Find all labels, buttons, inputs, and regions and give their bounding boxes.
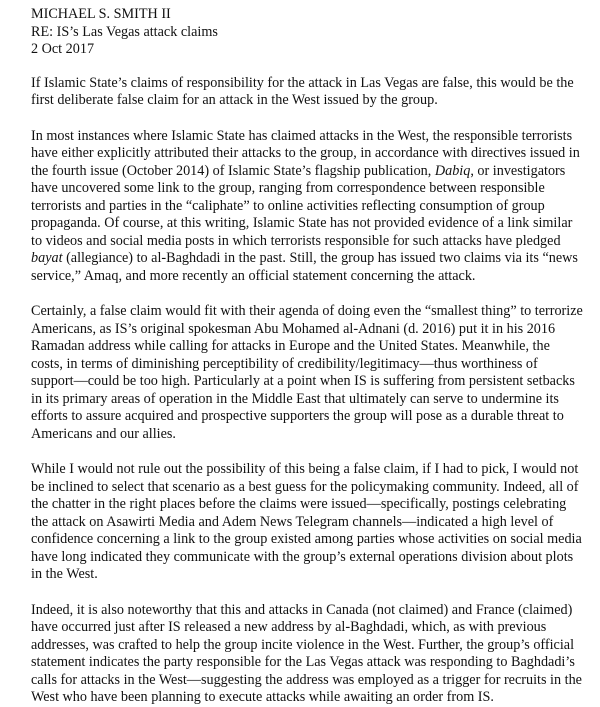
paragraph-line	[31, 250, 576, 268]
paragraph-line-part: the fourth issue (October 2014) of Islamic State’s flagship publication,	[31, 162, 435, 179]
paragraph-line: have either explicitly attributed their attacks to the group, in accordance with directives issued in	[31, 145, 580, 161]
paragraph-line: support—could be too high. Particularly at a point when IS is suffering from persistent setbacks	[31, 373, 575, 389]
paragraph-line: in the West.	[31, 566, 98, 582]
memo-date: 2 Oct 2017	[31, 41, 95, 57]
paragraph-line: in its primary areas of operation in the Middle East that ultimately can serve to undermine its	[31, 390, 559, 407]
paragraph-line: have uncovered some link to the group, ranging from correspondence between responsible	[31, 180, 545, 196]
paragraph-line: terrorists and parties in the “caliphate” to online activities reflecting consumption of group	[31, 197, 545, 214]
paragraph-line: Certainly, a false claim would fit with their agenda of doing even the “smallest thing” to terrorize	[31, 303, 583, 319]
paragraph-line: West who have been planning to execute attacks while awaiting an order from IS.	[31, 689, 494, 705]
paragraph-line: Americans and our allies.	[31, 425, 176, 442]
paragraph-line: In most instances where Islamic State has claimed attacks in the West, the responsible terrorists	[31, 127, 573, 144]
paragraph-line: to videos and social media posts in which terrorists responsible for such attacks have pledged	[31, 232, 561, 249]
memo-document	[31, 6, 583, 707]
paragraph-line: addresses, was crafted to help the group incite violence in the West. Further, the group’s official	[31, 636, 575, 653]
paragraph-line-part: , or investigators	[470, 162, 566, 179]
paragraph-line: Ramadan address while calling for attacks in Europe and the United States. Meanwhile, the	[31, 338, 550, 354]
paragraph-line: service,” Amaq, and more recently an official statement concerning the attack.	[31, 267, 476, 284]
paragraph-2	[31, 127, 580, 286]
paragraph-line: If Islamic State’s claims of responsibility for the attack in Las Vegas are false, this would be the	[31, 74, 574, 91]
paragraph-line: be inclined to select that scenario as a best guess for the policymaking community. Indeed, all of	[31, 478, 579, 495]
paragraph-line: efforts to assure acquired and prospective supporters the group will pose as a durable threat to	[31, 408, 564, 424]
memo-subject: RE: IS’s Las Vegas attack claims	[31, 23, 218, 40]
paragraph-line-part: (allegiance) to al-Baghdadi in the past. Still, the group has issued two claims via its “news	[62, 250, 578, 266]
paragraph-line: have long indicated they communicate with the group’s external operations division about plots	[31, 548, 574, 565]
paragraph-line: Indeed, it is also noteworthy that this and attacks in Canada (not claimed) and France (claimed)	[31, 601, 573, 618]
paragraph-line: calls for attacks in the West—suggesting the address was employed as a trigger for recruits in the	[31, 671, 582, 688]
paragraph-3	[31, 303, 583, 443]
paragraph-line: confidence concerning a link to the group existed among parties whose activities on social media	[31, 531, 582, 547]
paragraph-line: propaganda. Of course, at this writing, Islamic State has not provided evidence of a link similar	[31, 215, 573, 231]
paragraph-line: have occurred just after IS released a new address by al-Baghdadi, which, as with previous	[31, 619, 547, 635]
paragraph-line: the attack on Asawirti Media and Adem News Telegram channels—indicated a high level of	[31, 513, 554, 530]
paragraph-line: Americans, as IS’s original spokesman Abu Mohamed al-Adnani (d. 2016) put it in his 2016	[31, 320, 556, 337]
paragraph-line: costs, in terms of diminishing perceptibility of credibility/legitimacy—thus worthiness of	[31, 355, 538, 372]
publication-title: Dabiq	[434, 162, 471, 179]
memo-author: MICHAEL S. SMITH II	[31, 6, 171, 22]
paragraph-line: While I would not rule out the possibility of this being a false claim, if I had to pick, I would not	[31, 461, 579, 477]
paragraph-line: first deliberate false claim for an attack in the West issued by the group.	[31, 92, 438, 108]
paragraph-line: the chatter in the right places before the claims were issued—specifically, postings celebrating	[31, 496, 567, 512]
paragraph-line	[31, 163, 576, 181]
paragraph-5	[31, 601, 582, 707]
italic-term-bayat: bayat	[31, 250, 63, 266]
paragraph-line: statement indicates the party responsible for the Las Vegas attack was responding to Baghdadi’s	[31, 654, 575, 670]
paragraph-4	[31, 461, 582, 584]
paragraph-1	[31, 75, 576, 110]
